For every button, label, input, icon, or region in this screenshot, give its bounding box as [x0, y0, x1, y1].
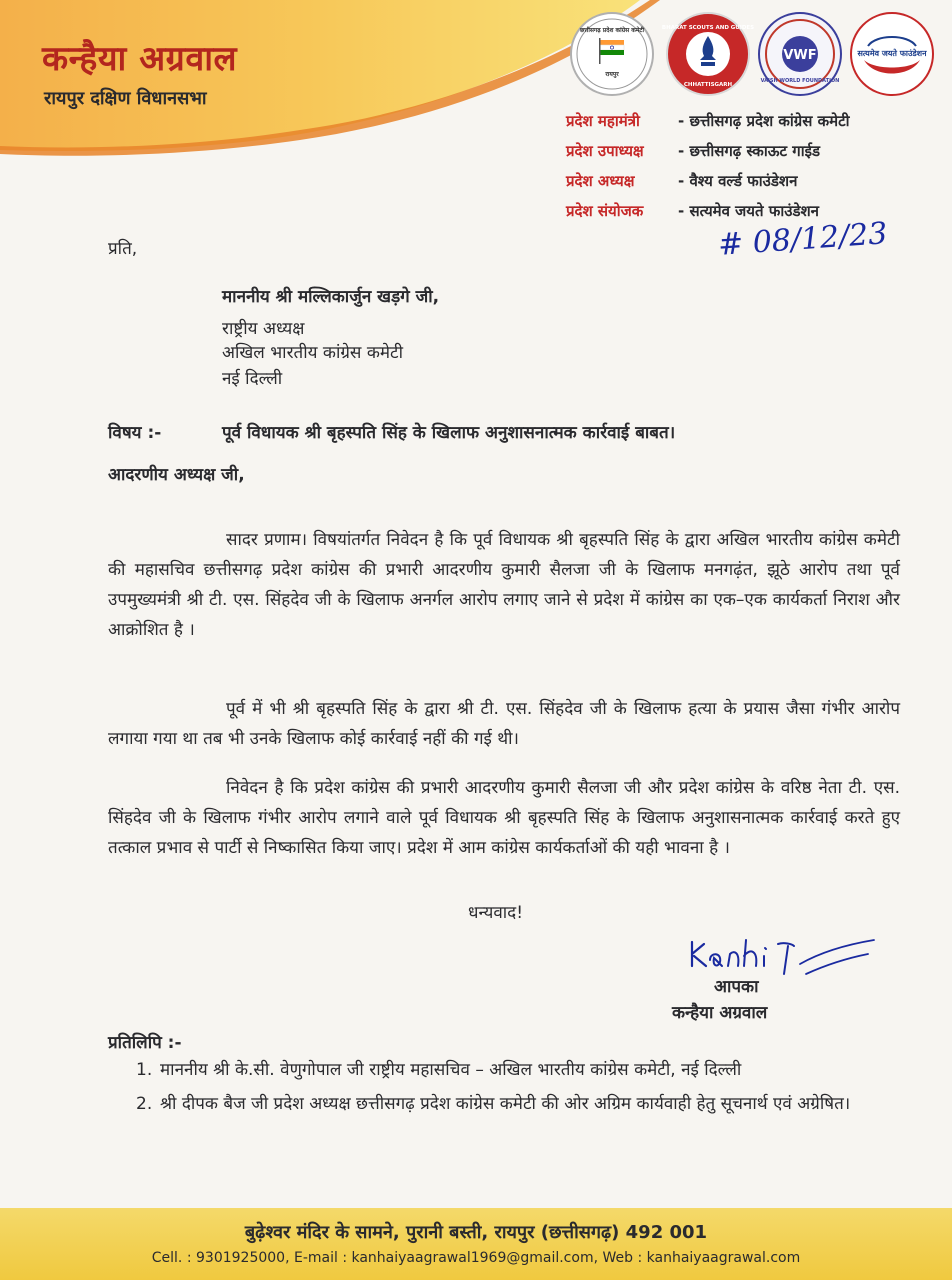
list-text: श्री दीपक बैज जी प्रदेश अध्यक्ष छत्तीसगढ़ प्रदेश कांग्रेस कमेटी की ओर अग्रिम कार्यवाही हेतु सूचनार्थ एवं अग्रेषित।: [160, 1094, 851, 1114]
handwritten-date: # 08/12/23: [716, 216, 889, 263]
position-org: - छत्तीसगढ़ स्काऊट गाईड: [678, 142, 820, 160]
vwf-logo-icon: [758, 12, 842, 96]
footer-address: बुढ़ेश्वर मंदिर के सामने, पुरानी बस्ती, रायपुर (छत्तीसगढ़) 492 001: [244, 1222, 708, 1243]
list-item: [136, 1090, 906, 1118]
addressee-name: माननीय श्री मल्लिकार्जुन खड़गे जी,: [222, 287, 440, 307]
flag-emblem-icon: [570, 12, 654, 96]
subject-text: पूर्व विधायक श्री बृहस्पति सिंह के खिलाफ अनुशासनात्मक कार्रवाई बाबत।: [222, 423, 676, 443]
addressee-org: अखिल भारतीय कांग्रेस कमेटी: [222, 343, 404, 363]
svg-text:छत्तीसगढ़ प्रदेश कांग्रेस कमेट: छत्तीसगढ़ प्रदेश कांग्रेस कमेटी: [579, 27, 645, 34]
position-row: [566, 106, 946, 136]
position-org: - सत्यमेव जयते फाउंडेशन: [678, 202, 819, 220]
position-org: - छत्तीसगढ़ प्रदेश कांग्रेस कमेटी: [678, 112, 850, 130]
body-paragraph: सादर प्रणाम। विषयांतर्गत निवेदन है कि पूर्व विधायक श्री बृहस्पति सिंह के द्वारा अखिल भारतीय कांग्रेस कमेटी की महासचिव छत्तीसगढ़ प्रदेश कांग्रेस की प्रभारी आदरणीय कुमारी सैलजा जी के खिलाफ मनगढ़ंत, झूठे आरोप तथा पूर्व उपमुख्यमंत्री श्री टी. एस. सिंहदेव जी के खिलाफ अनर्गल आरोप लगाए जाने से प्रदेश में कांग्रेस का एक–एक कार्यकर्ता निराश और आक्रोशित है ।: [108, 530, 900, 640]
position-org: - वैश्य वर्ल्ड फाउंडेशन: [678, 172, 798, 190]
addressee-title: राष्ट्रीय अध्यक्ष: [222, 319, 305, 339]
satyamev-logo-icon: [850, 12, 934, 96]
footer-contact: Cell. : 9301925000, E-mail : kanhaiyaagrawal1969@gmail.com, Web : kanhaiyaagrawal.com: [151, 1250, 801, 1266]
scout-emblem-icon: [661, 12, 755, 96]
position-row: [566, 196, 946, 226]
position-role: प्रदेश उपाध्यक्ष: [566, 142, 644, 160]
copy-label: प्रतिलिपि :-: [108, 1033, 182, 1053]
svg-text:रायपुर: रायपुर: [605, 71, 619, 78]
body-paragraph: निवेदन है कि प्रदेश कांग्रेस की प्रभारी आदरणीय कुमारी सैलजा जी और प्रदेश कांग्रेस के वरिष्ठ नेता टी. एस. सिंहदेव जी के खिलाफ गंभीर आरोप लगाने वाले पूर्व विधायक श्री बृहस्पति सिंह के खिलाफ अनुशासनात्मक कार्रवाई करते हुए तत्काल प्रभाव से पार्टी से निष्कासित किया जाए। प्रदेश में आम कांग्रेस कार्यकर्ताओं की यही भावना है ।: [108, 778, 900, 858]
svg-text:VAISH WORLD FOUNDATION: VAISH WORLD FOUNDATION: [760, 78, 840, 84]
svg-text:Kanhiya: Kanhiya: [688, 934, 693, 935]
sender-name: कन्हैया अग्रवाल: [42, 39, 238, 79]
letterhead-footer: [0, 1208, 952, 1280]
copy-list: [136, 1056, 906, 1124]
position-role: प्रदेश अध्यक्ष: [566, 172, 635, 190]
logo-strip: [570, 12, 940, 92]
subject-label: विषय :-: [108, 423, 162, 443]
body-paragraph: पूर्व में भी श्री बृहस्पति सिंह के द्वारा श्री टी. एस. सिंहदेव जी के खिलाफ हत्या के प्रयास जैसा गंभीर आरोप लगाया गया था तब भी उनके खिलाफ कोई कार्रवाई नहीं की गई थी।: [108, 699, 900, 749]
closing: आपका: [714, 977, 759, 997]
positions-list: [566, 106, 946, 226]
position-row: [566, 136, 946, 166]
svg-text:VWF: VWF: [783, 48, 817, 63]
addressee-city: नई दिल्ली: [222, 369, 283, 389]
thanks: धन्यवाद!: [468, 903, 524, 923]
svg-text:सत्यमेव जयते फाउंडेशन: सत्यमेव जयते फाउंडेशन: [857, 49, 927, 58]
to-label: प्रति,: [108, 239, 138, 259]
signer-name: कन्हैया अग्रवाल: [672, 1003, 768, 1023]
svg-text:CHHATTISGARH: CHHATTISGARH: [683, 82, 733, 88]
salutation: आदरणीय अध्यक्ष जी,: [108, 465, 245, 485]
list-text: माननीय श्री के.सी. वेणुगोपाल जी राष्ट्रीय महासचिव – अखिल भारतीय कांग्रेस कमेटी, नई दिल्ली: [160, 1060, 742, 1080]
list-item: [136, 1056, 906, 1084]
list-number: 1.: [136, 1060, 153, 1080]
position-row: [566, 166, 946, 196]
list-number: 2.: [136, 1094, 153, 1114]
constituency: रायपुर दक्षिण विधानसभा: [44, 88, 207, 109]
position-role: प्रदेश महामंत्री: [566, 112, 640, 130]
svg-text:BHARAT SCOUTS AND GUIDES: BHARAT SCOUTS AND GUIDES: [661, 25, 755, 31]
position-role: प्रदेश संयोजक: [566, 202, 644, 220]
